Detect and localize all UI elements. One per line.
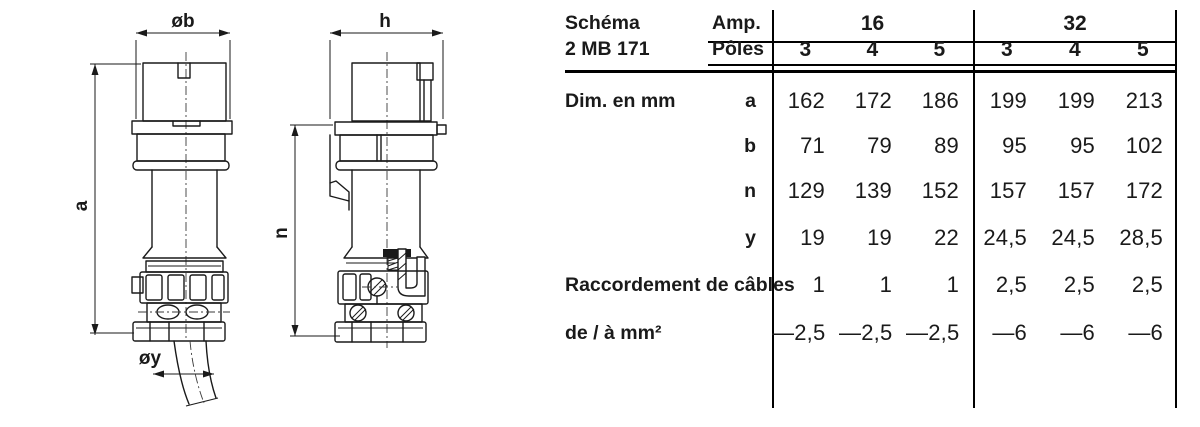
cell-value: 186: [921, 88, 959, 113]
cell-value: 157: [1057, 178, 1095, 203]
poles-label: Pôles: [712, 38, 765, 60]
cell-value: 95: [1002, 133, 1027, 158]
cell-value: —6: [992, 320, 1027, 345]
row-sublabel: n: [744, 179, 756, 202]
poles-header: 5: [1137, 37, 1149, 61]
amp-group-32: 32: [1063, 11, 1087, 35]
table-row: [565, 123, 1177, 169]
header-heavy-rule: [565, 70, 1177, 73]
cell-value: 24,5: [983, 225, 1027, 250]
cell-value: —6: [1060, 320, 1095, 345]
cell-value: 129: [787, 178, 825, 203]
cell-value: —2,5: [906, 320, 960, 345]
header-row-poles: [565, 36, 1177, 63]
table-row: [565, 310, 1177, 356]
poles-header: 5: [933, 37, 946, 61]
poles-header: 3: [799, 37, 812, 61]
cell-value: 162: [787, 88, 825, 113]
cell-value: 2,5: [995, 272, 1027, 297]
cell-value: 2,5: [1063, 272, 1095, 297]
poles-header: 4: [866, 37, 879, 61]
poles-header: 4: [1069, 37, 1081, 61]
cell-value: 172: [854, 88, 892, 113]
row-sublabel: a: [745, 89, 756, 112]
cell-value: 1: [946, 272, 959, 297]
dim-label-diameter-b: øb: [171, 11, 195, 32]
cell-value: 24,5: [1051, 225, 1095, 250]
table-row: [565, 262, 1177, 308]
cell-value: 139: [854, 178, 892, 203]
dim-label-n: n: [271, 227, 292, 239]
row-label: de / à mm²: [565, 321, 662, 344]
amp-group-16: 16: [860, 11, 885, 35]
cell-value: 22: [934, 225, 959, 250]
cell-value: 71: [800, 133, 825, 158]
poles-row-rule: [708, 64, 1177, 66]
cell-value: 199: [989, 88, 1027, 113]
dim-label-diameter-y: øy: [138, 348, 162, 369]
row-sublabel: b: [744, 134, 756, 157]
amp-label: Amp.: [712, 12, 761, 34]
cell-value: 102: [1125, 133, 1163, 158]
row-sublabel: y: [745, 226, 756, 249]
cell-value: 1: [812, 272, 825, 297]
cell-value: 199: [1057, 88, 1095, 113]
cell-value: 79: [867, 133, 892, 158]
cell-value: —6: [1128, 320, 1163, 345]
schema-label: Schéma: [565, 12, 640, 34]
cell-value: 95: [1070, 133, 1095, 158]
cell-value: 19: [800, 225, 825, 250]
front-view-drawing: [71, 11, 232, 406]
dim-label-a: a: [71, 200, 92, 212]
cell-value: 152: [921, 178, 959, 203]
poles-header: 3: [1001, 37, 1013, 61]
table-row: [565, 78, 1177, 124]
cell-value: —2,5: [772, 320, 826, 345]
spec-table: [565, 8, 1177, 412]
table-row: [565, 215, 1177, 261]
cell-value: —2,5: [839, 320, 893, 345]
row-label: Raccordement de câbles: [565, 273, 795, 296]
cell-value: 172: [1125, 178, 1163, 203]
technical-drawings: [0, 0, 560, 427]
side-view-drawing: [271, 11, 446, 348]
row-label: Dim. en mm: [565, 89, 676, 112]
cell-value: 19: [867, 225, 892, 250]
cell-value: 28,5: [1119, 225, 1163, 250]
cell-value: 157: [989, 178, 1027, 203]
cell-value: 89: [934, 133, 959, 158]
schema-value: 2 MB 171: [565, 38, 650, 60]
header-row-amp: [565, 8, 1177, 39]
table-row: [565, 168, 1177, 214]
cell-value: 1: [879, 272, 892, 297]
cell-value: 213: [1125, 88, 1163, 113]
cell-value: 2,5: [1131, 272, 1163, 297]
dim-label-h: h: [379, 11, 391, 32]
